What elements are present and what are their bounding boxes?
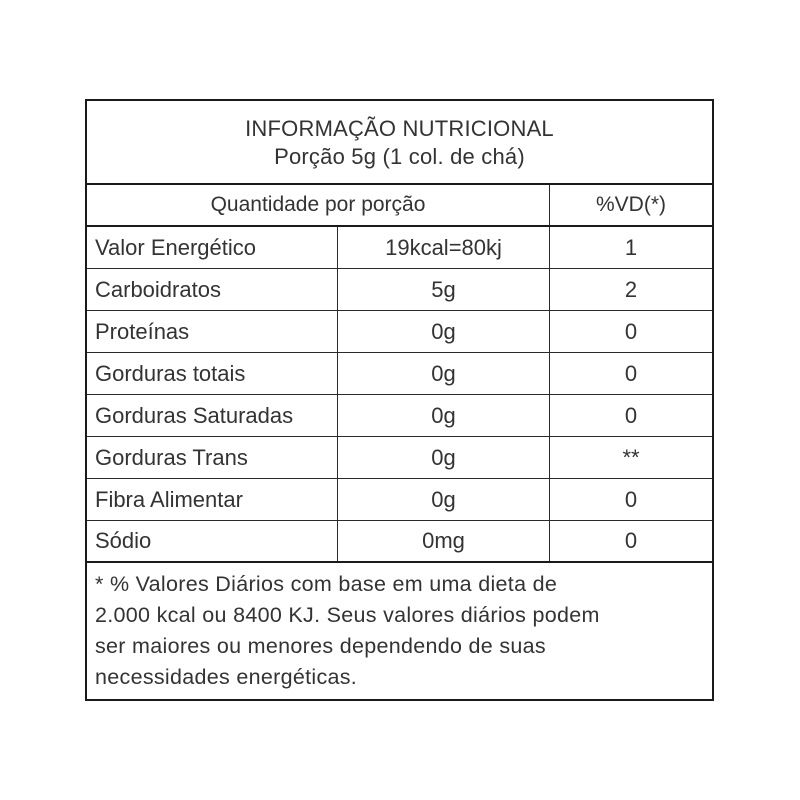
nutrient-quantity: 19kcal=80kj bbox=[338, 227, 550, 268]
nutrient-quantity: 0mg bbox=[338, 521, 550, 561]
nutrient-name: Carboidratos bbox=[87, 269, 338, 310]
nutrient-quantity: 0g bbox=[338, 479, 550, 520]
nutrient-quantity: 0g bbox=[338, 437, 550, 478]
table-row bbox=[87, 269, 712, 311]
quantity-column-header: Quantidade por porção bbox=[87, 185, 550, 225]
nutrient-vd: 2 bbox=[624, 276, 638, 302]
footnote-line: ser maiores ou menores dependendo de suas bbox=[95, 634, 546, 658]
serving-size: Porção 5g (1 col. de chá) bbox=[274, 144, 525, 169]
nutrient-vd: 1 bbox=[624, 234, 638, 260]
table-row bbox=[87, 521, 712, 563]
nutrient-quantity: 0g bbox=[338, 395, 550, 436]
table-title: INFORMAÇÃO NUTRICIONAL bbox=[245, 116, 554, 141]
nutrient-name: Fibra Alimentar bbox=[87, 479, 338, 520]
table-row bbox=[87, 353, 712, 395]
nutrient-name: Valor Energético bbox=[87, 227, 338, 268]
nutrient-name: Sódio bbox=[87, 521, 338, 561]
nutrient-vd: 0 bbox=[624, 402, 638, 428]
nutrient-name: Gorduras totais bbox=[87, 353, 338, 394]
nutrient-quantity: 0g bbox=[338, 311, 550, 352]
nutrient-vd: ** bbox=[622, 444, 640, 470]
nutrient-quantity: 5g bbox=[338, 269, 550, 310]
table-row bbox=[87, 311, 712, 353]
nutrient-name: Proteínas bbox=[87, 311, 338, 352]
nutrient-vd: 0 bbox=[624, 318, 638, 344]
table-row bbox=[87, 437, 712, 479]
nutrient-name: Gorduras Saturadas bbox=[87, 395, 338, 436]
footnote-line: 2.000 kcal ou 8400 KJ. Seus valores diários podem bbox=[95, 603, 600, 627]
column-header-row bbox=[87, 185, 712, 227]
nutrient-vd: 0 bbox=[624, 528, 638, 553]
nutrition-facts-table bbox=[85, 99, 714, 701]
nutrient-vd: 0 bbox=[624, 360, 638, 386]
nutrient-name: Gorduras Trans bbox=[87, 437, 338, 478]
nutrient-vd: 0 bbox=[624, 486, 638, 512]
table-row bbox=[87, 227, 712, 269]
table-row bbox=[87, 479, 712, 521]
footnote-line: * % Valores Diários com base em uma dieta de bbox=[95, 572, 558, 596]
nutrient-quantity: 0g bbox=[338, 353, 550, 394]
table-row bbox=[87, 395, 712, 437]
footnote-line: necessidades energéticas. bbox=[95, 665, 358, 689]
table-header bbox=[87, 101, 712, 185]
vd-column-header: %VD(*) bbox=[595, 193, 666, 216]
daily-values-footnote bbox=[87, 563, 712, 699]
